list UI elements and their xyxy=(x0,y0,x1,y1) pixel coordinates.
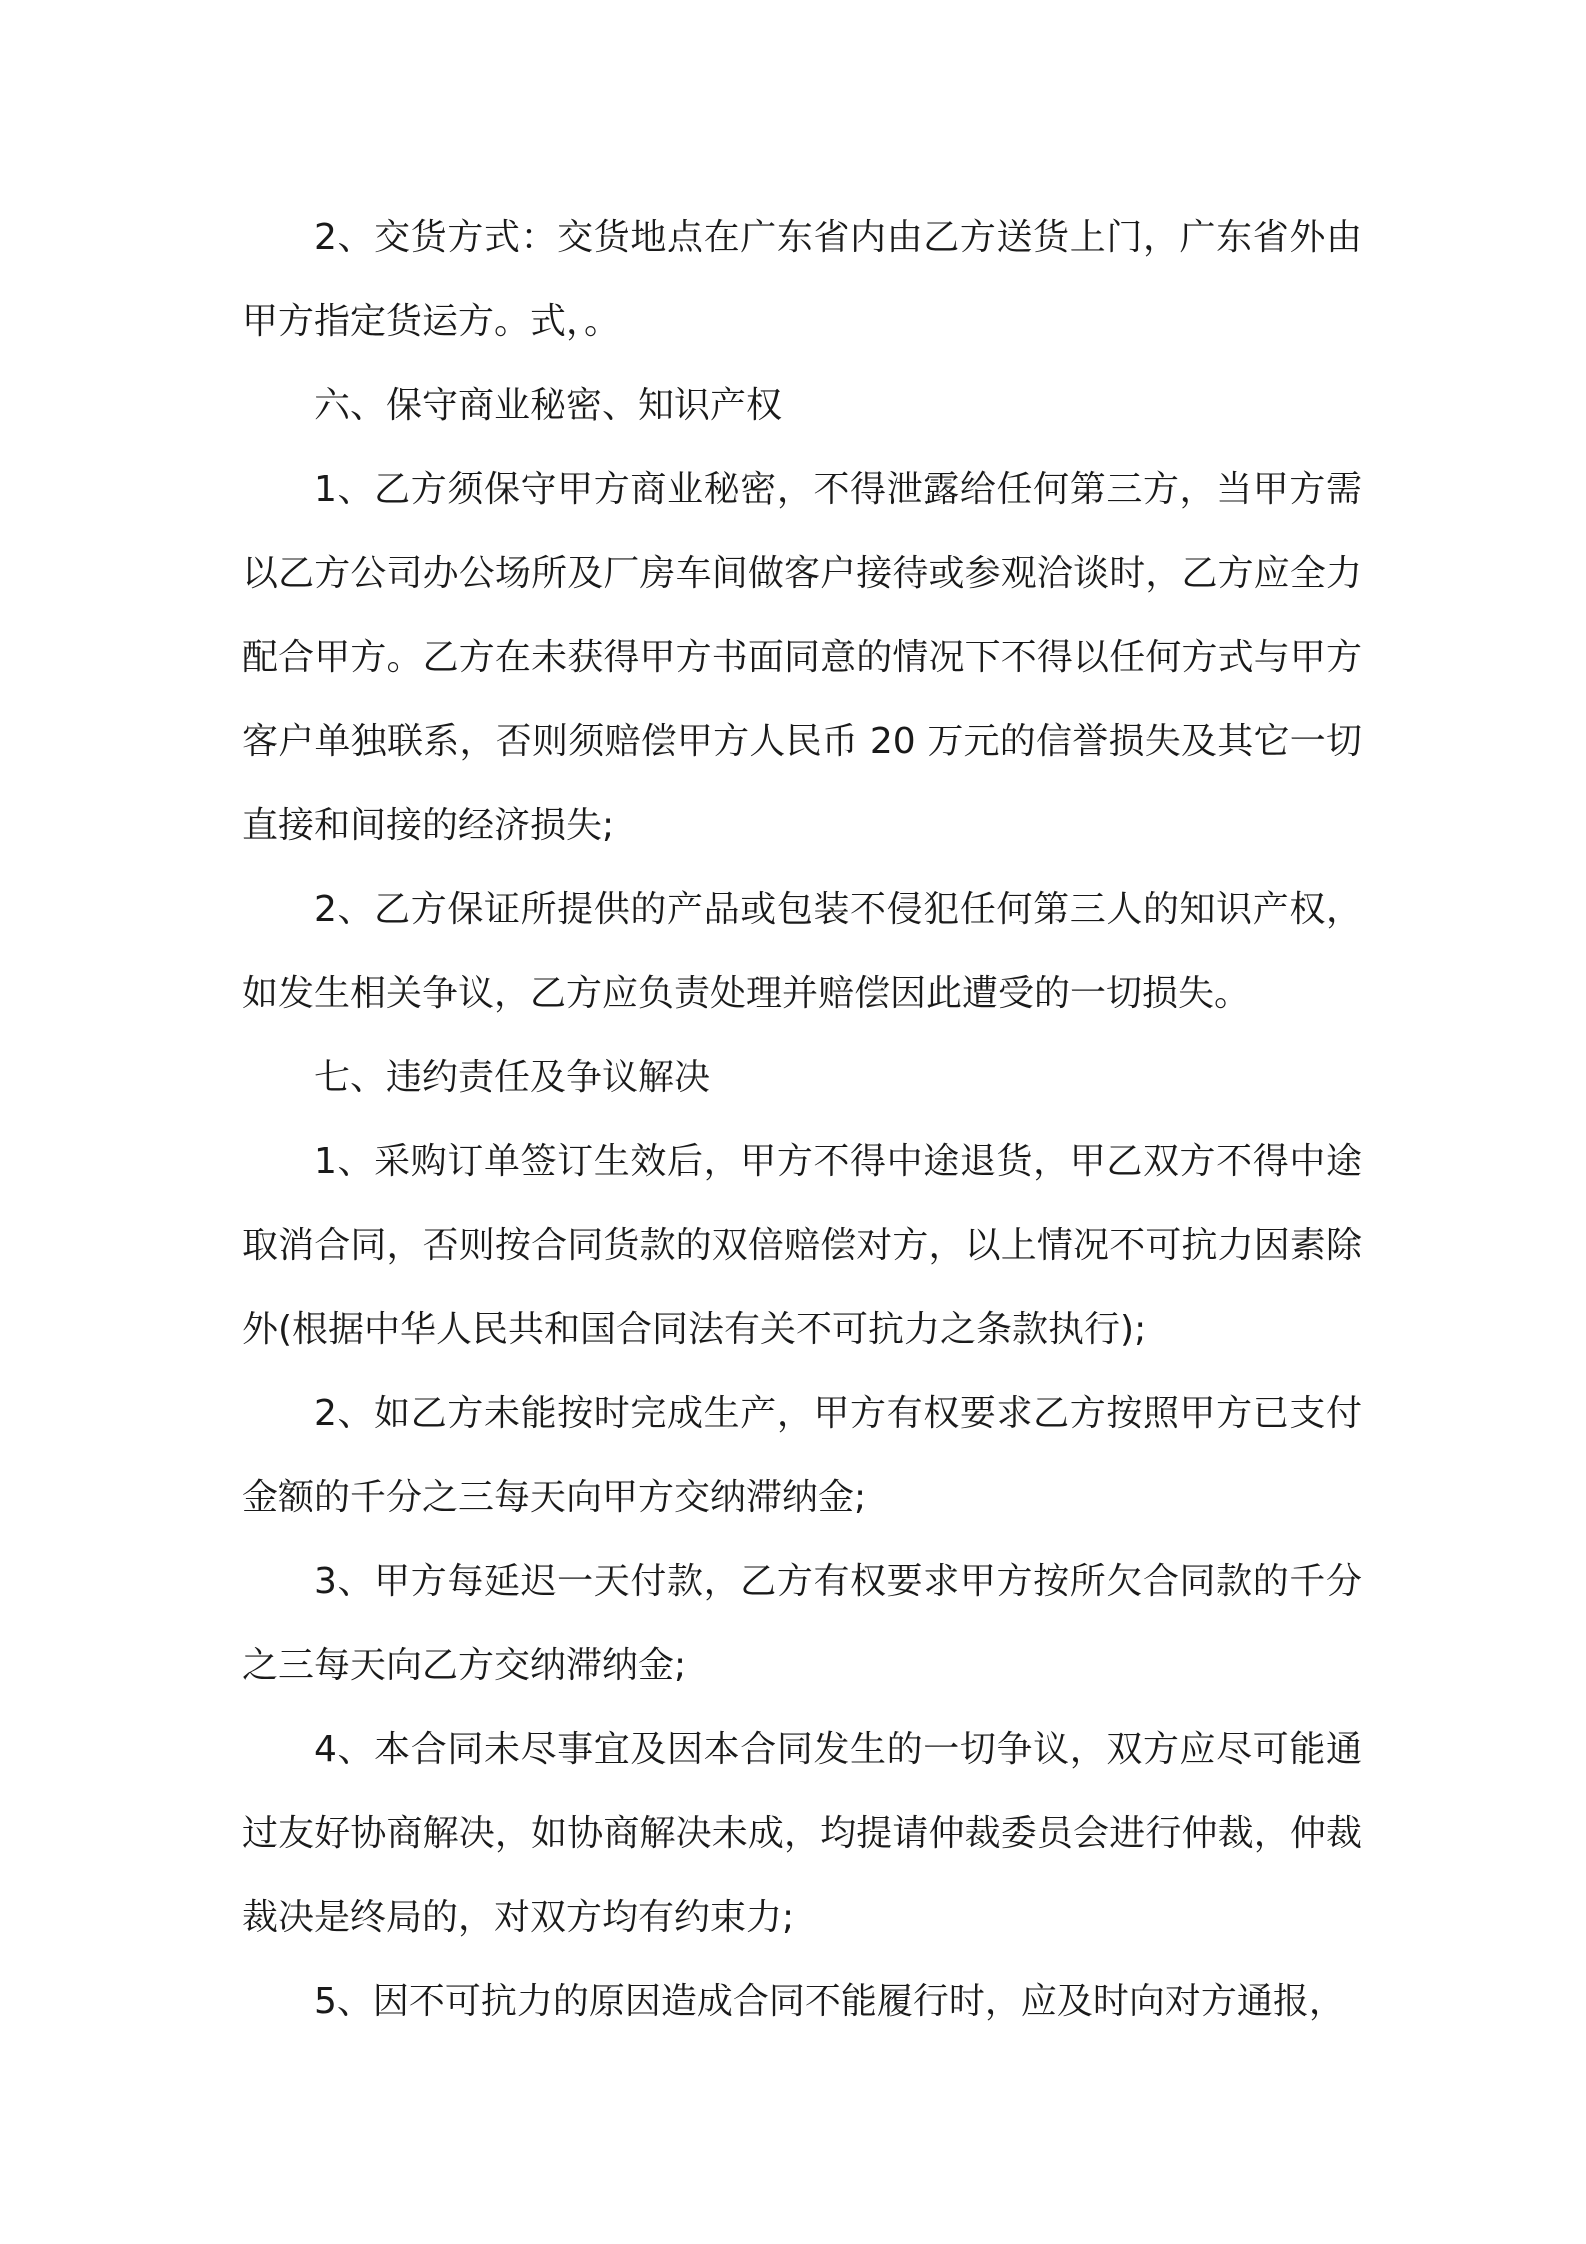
document-body xyxy=(242,196,1362,2044)
paragraph-confidentiality: 1、乙方须保守甲方商业秘密，不得泄露给任何第三方，当甲方需以乙方公司办公场所及厂房车间做客户接待或参观洽谈时，乙方应全力配合甲方。乙方在未获得甲方书面同意的情况下不得以任何方式与甲方客户单独联系，否则须赔偿甲方人民币 20 万元的信誉损失及其它一切直接和间接的经济损失; xyxy=(242,469,1362,846)
paragraph-production-delay: 2、如乙方未能按时完成生产，甲方有权要求乙方按照甲方已支付金额的千分之三每天向甲方交纳滞纳金; xyxy=(242,1393,1362,1518)
paragraph-dispute-resolution: 4、本合同未尽事宜及因本合同发生的一切争议，双方应尽可能通过友好协商解决，如协商解决未成，均提请仲裁委员会进行仲裁，仲裁裁决是终局的，对双方均有约束力; xyxy=(242,1729,1362,1938)
paragraph-payment-delay: 3、甲方每延迟一天付款，乙方有权要求甲方按所欠合同款的千分之三每天向乙方交纳滞纳金; xyxy=(242,1561,1362,1686)
heading-section-six: 六、保守商业秘密、知识产权 xyxy=(314,385,783,426)
paragraph-delivery-method: 2、交货方式：交货地点在广东省内由乙方送货上门，广东省外由甲方指定货运方。式，。 xyxy=(242,217,1362,342)
heading-section-seven: 七、违约责任及争议解决 xyxy=(314,1057,711,1098)
paragraph-no-return: 1、采购订单签订生效后，甲方不得中途退货，甲乙双方不得中途取消合同，否则按合同货款的双倍赔偿对方，以上情况不可抗力因素除外(根据中华人民共和国合同法有关不可抗力之条款执行); xyxy=(242,1141,1362,1350)
paragraph-force-majeure: 5、因不可抗力的原因造成合同不能履行时，应及时向对方通报， xyxy=(314,1981,1345,2022)
paragraph-intellectual-property: 2、乙方保证所提供的产品或包装不侵犯任何第三人的知识产权，如发生相关争议，乙方应负责处理并赔偿因此遭受的一切损失。 xyxy=(242,889,1362,1014)
